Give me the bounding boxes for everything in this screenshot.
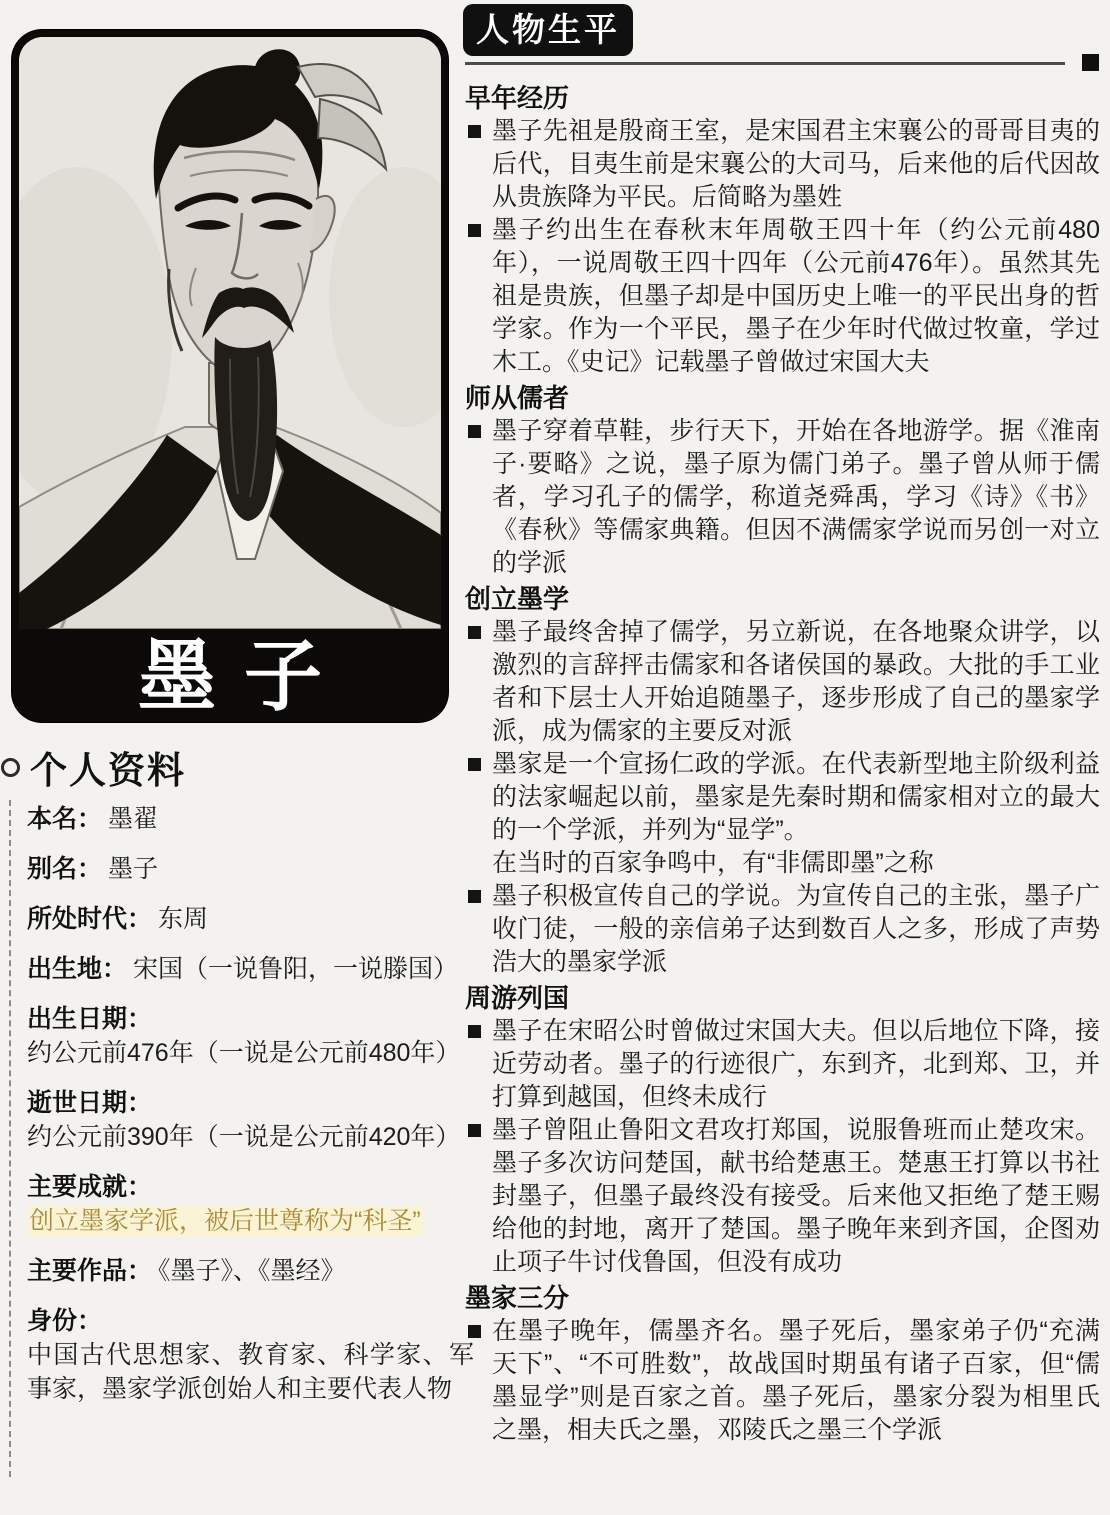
bullet-text-line: 在墨子晚年，儒墨齐名。墨子死后，墨家弟子仍“充满天下”、“不可胜数”，故战国时期虽有诸子百家，但“儒墨显学”则是百家之首。墨子死后，墨家分裂为相里氏之墨，相夫氏之墨，邓陵氏之墨三个学派 <box>492 1317 1100 1444</box>
bullet-item <box>465 1315 1105 1447</box>
bullet-text-line: 墨家是一个宣扬仁政的学派。在代表新型地主阶级利益的法家崛起以前，墨家是先秦时期和儒家相对立的最大的一个学派，并列为“显学”。 <box>492 750 1100 844</box>
bullet-text-line: 墨子最终舍掉了儒学，另立新说，在各地聚众讲学，以激烈的言辞抨击儒家和各诸侯国的暴政。大批的手工业者和下层士人开始追随墨子，逐步形成了自己的墨家学派，成为儒家的主要反对派 <box>492 618 1100 745</box>
personal-info-header <box>0 740 186 794</box>
bullet-text <box>492 616 1100 748</box>
personal-info-field <box>27 802 474 836</box>
portrait-card <box>12 30 448 722</box>
bullet-item <box>465 1015 1105 1114</box>
field-label: 身份： <box>27 1307 103 1335</box>
personal-info-title: 个人资料 <box>30 750 186 791</box>
black-square-icon <box>468 758 481 771</box>
field-label: 逝世日期： <box>27 1089 153 1117</box>
field-value: 中国古代思想家、教育家、科学家、军事家，墨家学派创始人和主要代表人物 <box>27 1341 474 1403</box>
black-square-icon <box>468 1124 481 1137</box>
profile-column <box>0 0 474 1515</box>
bullet-text <box>492 880 1100 979</box>
mozi-portrait <box>19 37 441 629</box>
personal-info-field <box>27 1304 474 1406</box>
field-value: 宋国（一说鲁阳，一说滕国） <box>133 955 459 983</box>
personal-info-field <box>27 952 474 986</box>
field-value: 约公元前390年（一说是公元前420年） <box>27 1123 461 1151</box>
biography-title-badge: 人物生平 <box>463 4 633 56</box>
field-label: 主要成就： <box>27 1173 153 1201</box>
bullet-text-line: 墨子在宋昭公时曾做过宋国大夫。但以后地位下降，接近劳动者。墨子的行迹很广，东到齐，北到郑、卫，并打算到越国，但终未成行 <box>492 1017 1100 1111</box>
bullet-item <box>465 1114 1105 1279</box>
section-heading: 师从儒者 <box>465 383 570 413</box>
field-value: 约公元前476年（一说是公元前480年） <box>27 1039 461 1067</box>
section-heading: 创立墨学 <box>465 584 570 614</box>
personal-info-field <box>27 902 474 936</box>
bullet-text-line: 墨子先祖是殷商王室，是宋国君主宋襄公的哥哥目夷的后代，目夷生前是宋襄公的大司马，后来他的后代因故从贵族降为平民。后简略为墨姓 <box>492 117 1100 211</box>
field-value: 《墨子》、《墨经》 <box>158 1257 346 1285</box>
personal-info-field <box>27 852 474 886</box>
black-square-icon <box>468 425 481 438</box>
bullet-item <box>465 115 1105 214</box>
biography-column <box>462 0 1110 1515</box>
bullet-text <box>492 748 1100 880</box>
bullet-text-line: 墨子约出生在春秋末年周敬王四十年（约公元前480年），一说周敬王四十四年（公元前476年）。虽然其先祖是贵族，但墨子却是中国历史上唯一的平民出身的哲学家。作为一个平民，墨子在少年时代做过牧童，学过木工。《史记》记载墨子曾做过宋国大夫 <box>492 216 1100 376</box>
personal-info-field <box>27 1086 474 1154</box>
bullet-item <box>465 748 1105 880</box>
black-square-icon <box>1082 54 1099 71</box>
bullet-text-line: 墨子积极宣传自己的学说。为宣传自己的主张，墨子广收门徒，一般的亲信弟子达到数百人之多，形成了声势浩大的墨家学派 <box>492 882 1100 976</box>
bullet-item <box>465 214 1105 379</box>
bullet-text-line: 墨子穿着草鞋，步行天下，开始在各地游学。据《淮南子·要略》之说，墨子原为儒门弟子。墨子曾从师于儒者，学习孔子的儒学，称道尧舜禹，学习《诗》《书》《春秋》等儒家典籍。但因不满儒家学说而另创一对立的学派 <box>492 417 1100 577</box>
bullet-text-line: 墨子曾阻止鲁阳文君攻打郑国，说服鲁班而止楚攻宋。墨子多次访问楚国，献书给楚惠王。楚惠王打算以书社封墨子，但墨子最终没有接受。后来他又拒绝了楚王赐给他的封地，离开了楚国。墨子晚年来到齐国，企图劝止项子牛讨伐鲁国，但没有成功 <box>492 1116 1100 1276</box>
bullet-text <box>492 115 1100 214</box>
bullet-text-line: 在当时的百家争鸣中，有“非儒即墨”之称 <box>492 849 934 877</box>
bullet-text <box>492 415 1100 580</box>
personal-info-field <box>27 1254 474 1288</box>
personal-info-list <box>9 800 474 1477</box>
section-heading: 早年经历 <box>465 83 570 113</box>
bullet-item <box>465 616 1105 748</box>
circle-outline-icon <box>1 758 20 777</box>
personal-info-field <box>27 1170 474 1238</box>
field-label: 出生日期： <box>27 1005 153 1033</box>
field-value: 东周 <box>158 905 209 933</box>
field-label: 别名： <box>27 855 103 883</box>
field-label: 出生地： <box>27 955 128 983</box>
personal-info-field <box>27 1002 474 1070</box>
field-label: 所处时代： <box>27 905 153 933</box>
field-label: 本名： <box>27 805 103 833</box>
divider-line <box>465 62 1065 65</box>
black-square-icon <box>468 1325 481 1338</box>
bullet-text <box>492 214 1100 379</box>
bullet-text <box>492 1015 1100 1114</box>
biography-sections <box>465 79 1105 1447</box>
bullet-item <box>465 415 1105 580</box>
field-label: 主要作品： <box>27 1257 153 1285</box>
portrait-name: 墨子 <box>137 631 350 720</box>
field-value: 墨子 <box>108 855 159 883</box>
section-heading: 周游列国 <box>465 983 570 1013</box>
field-value: 墨翟 <box>108 805 159 833</box>
black-square-icon <box>468 890 481 903</box>
bullet-text <box>492 1114 1100 1279</box>
black-square-icon <box>468 125 481 138</box>
black-square-icon <box>468 1025 481 1038</box>
section-heading: 墨家三分 <box>465 1283 570 1313</box>
black-square-icon <box>468 224 481 237</box>
black-square-icon <box>468 626 481 639</box>
field-value-highlighted: 创立墨家学派，被后世尊称为“科圣” <box>29 1207 421 1235</box>
bullet-text <box>492 1315 1100 1447</box>
bullet-item <box>465 880 1105 979</box>
